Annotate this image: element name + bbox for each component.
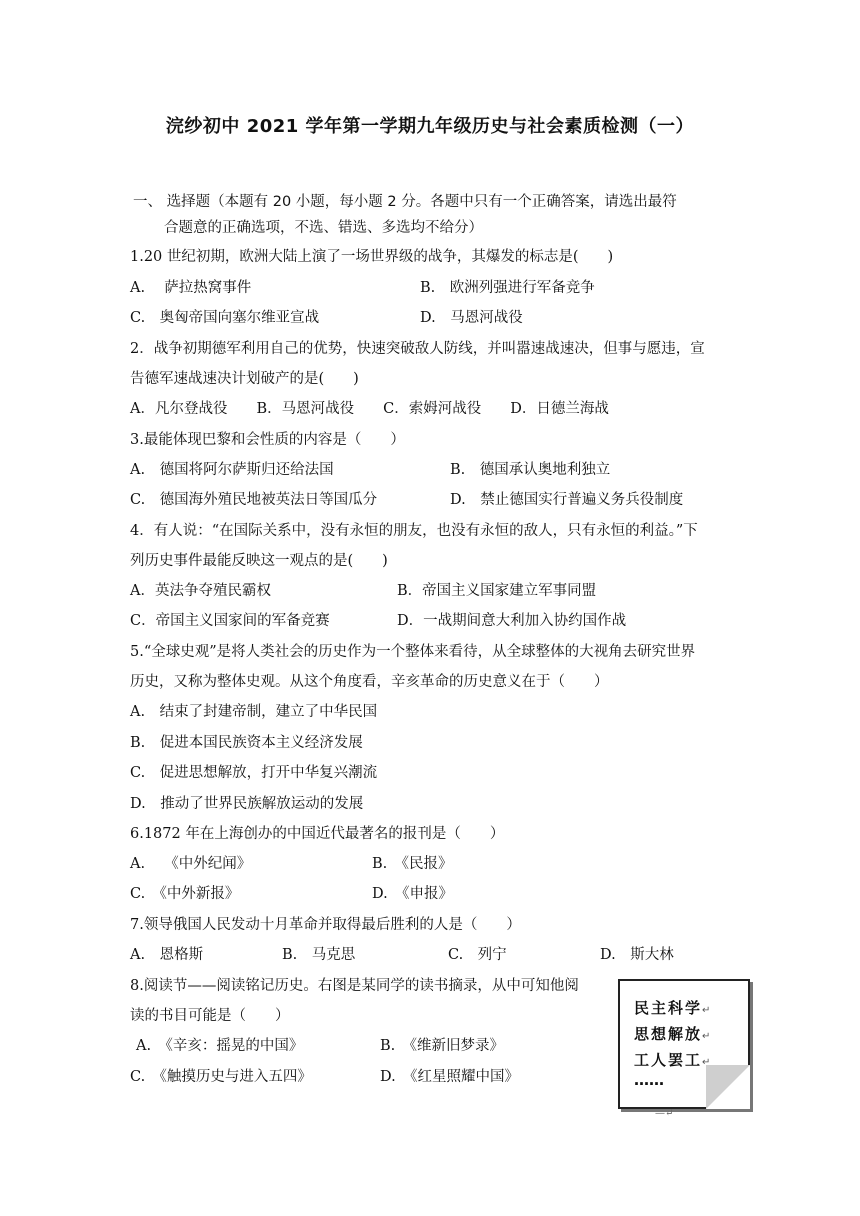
q8-stem-cont: 读的书目可能是（ ） <box>130 1008 290 1024</box>
q6-option-d: D. 《申报》 <box>372 886 453 902</box>
q1-option-c: C. 奥匈帝国向塞尔维亚宣战 <box>130 310 320 326</box>
q6-option-c: C. 《中外新报》 <box>130 886 240 902</box>
q1-option-d: D. 马恩河战役 <box>420 310 523 326</box>
q3-stem: 3.最能体现巴黎和会性质的内容是（ ） <box>130 432 405 448</box>
q7-option-b: B. 马克思 <box>282 947 356 963</box>
q4-option-d: D．一战期间意大利加入协约国作战 <box>397 613 627 629</box>
reading-note-figure <box>618 979 750 1109</box>
q6-option-a: A. 《中外纪闻》 <box>130 856 252 872</box>
section-heading: 一、 选择题（本题有 20 小题，每小题 2 分。各题中只有一个正确答案，请选出最符 <box>133 194 677 210</box>
q4-stem: 4．有人说：“在国际关系中，没有永恒的朋友，也没有永恒的敌人，只有永恒的利益。”下 <box>130 523 698 539</box>
q6-option-b: B. 《民报》 <box>372 856 453 872</box>
q7-option-d: D. 斯大林 <box>600 947 674 963</box>
q1-option-a: A. 萨拉热窝事件 <box>130 280 252 296</box>
section-heading-cont: 合题意的正确选项，不选、错选、多选均不给分） <box>164 220 483 236</box>
q5-option-a: A. 结束了封建帝制，建立了中华民国 <box>130 704 378 720</box>
q8-option-b: B. 《维新旧梦录》 <box>380 1038 505 1054</box>
q8-option-d: D. 《红星照耀中国》 <box>380 1069 519 1085</box>
page-curl <box>706 1065 750 1109</box>
q5-stem-cont: 历史，又称为整体史观。从这个角度看，辛亥革命的历史意义在于（ ） <box>130 674 609 690</box>
q7-option-c: C. 列宁 <box>448 947 507 963</box>
q8-option-a: A. 《辛亥：摇晃的中国》 <box>136 1038 304 1054</box>
q8-option-c: C. 《触摸历史与进入五四》 <box>130 1069 312 1085</box>
q5-option-c: C. 促进思想解放，打开中华复兴潮流 <box>130 765 378 781</box>
note-line-1: 民主科学↵ <box>634 999 711 1017</box>
paragraph-mark: —↵ <box>655 1108 674 1119</box>
q4-stem-cont: 列历史事件最能反映这一观点的是( ) <box>130 553 388 569</box>
q7-stem: 7.领导俄国人民发动十月革命并取得最后胜利的人是（ ） <box>130 917 521 933</box>
q5-option-d: D. 推动了世界民族解放运动的发展 <box>130 796 364 812</box>
q5-option-b: B. 促进本国民族资本主义经济发展 <box>130 735 363 751</box>
q4-option-b: B．帝国主义国家建立军事同盟 <box>397 583 597 599</box>
q4-option-c: C．帝国主义国家间的军备竞赛 <box>130 613 330 629</box>
page-title: 浣纱初中 2021 学年第一学期九年级历史与社会素质检测（一） <box>165 116 695 137</box>
note-line-2: 思想解放↵ <box>634 1025 711 1043</box>
q3-option-c: C. 德国海外殖民地被英法日等国瓜分 <box>130 492 378 508</box>
note-line-3: 工人罢工↵ <box>634 1051 711 1069</box>
q1-option-b: B. 欧洲列强进行军备竞争 <box>420 280 595 296</box>
q1-stem: 1.20 世纪初期，欧洲大陆上演了一场世界级的战争，其爆发的标志是( ) <box>130 249 614 265</box>
q3-option-a: A. 德国将阿尔萨斯归还给法国 <box>130 462 334 478</box>
q5-stem: 5.“全球史观”是将人类社会的历史作为一个整体来看待，从全球整体的大视角去研究世界 <box>130 644 696 660</box>
q2-stem: 2．战争初期德军利用自己的优势，快速突破敌人防线，并叫嚣速战速决，但事与愿违，宣 <box>130 341 705 357</box>
q2-stem-cont: 告德军速战速决计划破产的是( ) <box>130 371 359 387</box>
q3-option-b: B. 德国承认奥地利独立 <box>450 462 611 478</box>
q4-option-a: A．英法争夺殖民霸权 <box>130 583 271 599</box>
q7-option-a: A. 恩格斯 <box>130 947 204 963</box>
q2-options: A．凡尔登战役 B．马恩河战役 C．索姆河战役 D．日德兰海战 <box>130 401 609 417</box>
q6-stem: 6.1872 年在上海创办的中国近代最著名的报刊是（ ） <box>130 826 505 842</box>
q8-stem: 8.阅读节——阅读铭记历史。右图是某同学的读书摘录，从中可知他阅 <box>130 978 579 994</box>
q3-option-d: D. 禁止德国实行普遍义务兵役制度 <box>450 492 684 508</box>
note-line-4: …… <box>634 1071 664 1089</box>
